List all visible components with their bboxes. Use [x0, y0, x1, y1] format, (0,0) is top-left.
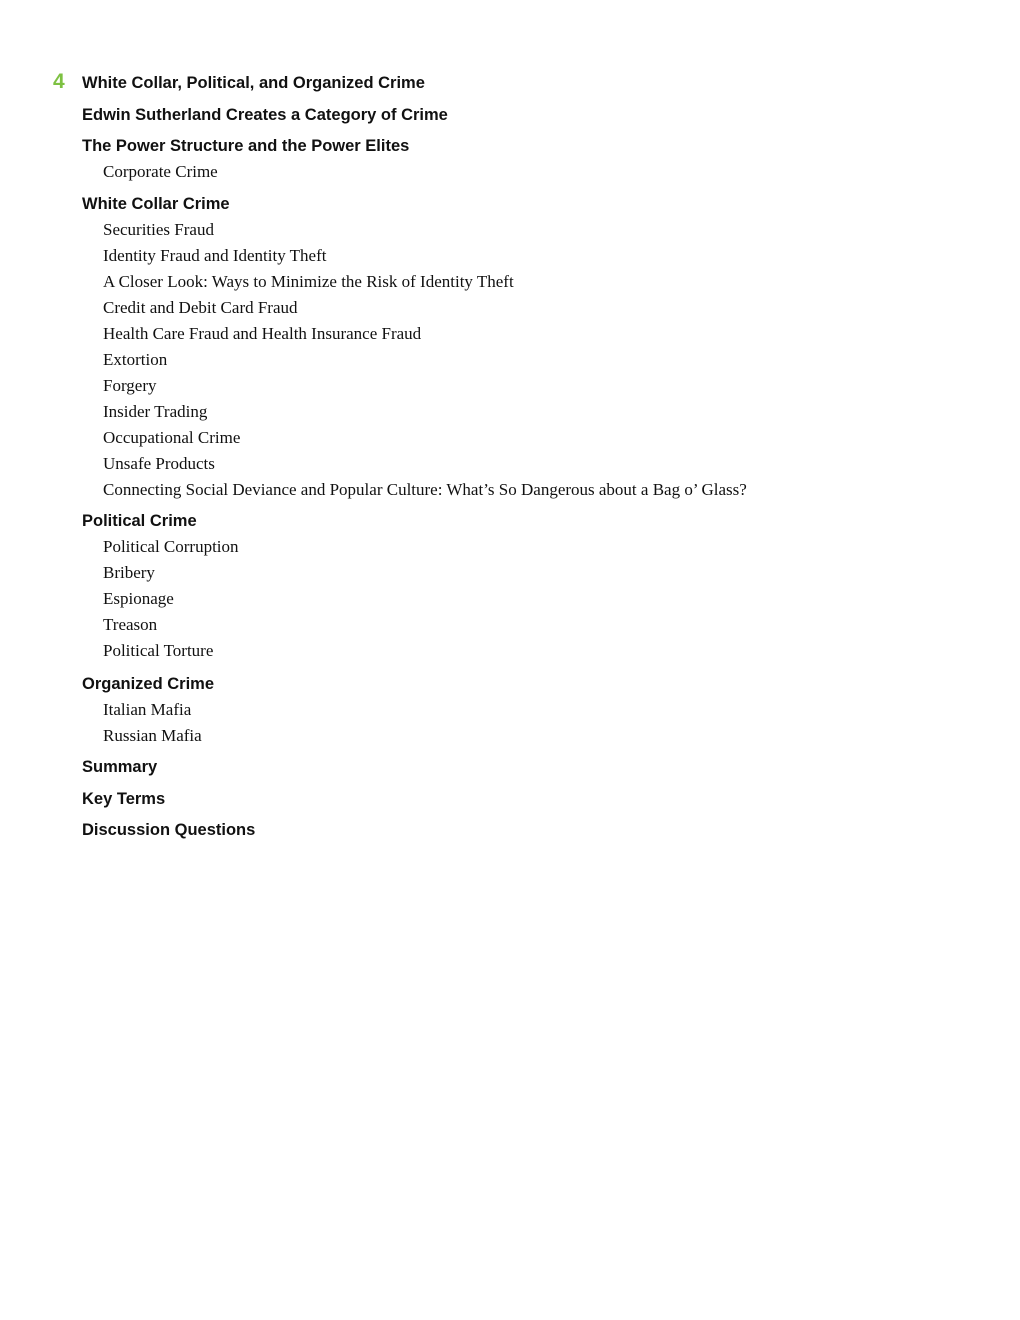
toc-subsection-item: Italian Mafia	[103, 700, 192, 719]
toc-subsection-item: Health Care Fraud and Health Insurance Fraud	[103, 324, 422, 343]
toc-subsection-item: Political Corruption	[103, 537, 239, 556]
toc-section-heading: Discussion Questions	[82, 821, 256, 839]
toc-subsection-item: Espionage	[103, 589, 174, 608]
toc-subsection-item: Insider Trading	[103, 402, 208, 421]
toc-subsection-item: Forgery	[103, 376, 157, 395]
chapter-number: 4	[53, 70, 65, 93]
toc-subsection-item: Securities Fraud	[103, 220, 214, 239]
table-of-contents	[82, 72, 982, 841]
toc-subsection-item: Extortion	[103, 350, 168, 369]
toc-subsection-item: Corporate Crime	[103, 162, 218, 181]
toc-section-heading: White Collar Crime	[82, 195, 230, 213]
toc-subsection-item: Political Torture	[103, 641, 214, 660]
toc-section-heading: Edwin Sutherland Creates a Category of Crime	[82, 106, 448, 124]
toc-section-heading: Organized Crime	[82, 675, 215, 693]
chapter-title: White Collar, Political, and Organized Crime	[82, 74, 425, 92]
toc-section-heading: Summary	[82, 758, 158, 776]
toc-subsection-item: A Closer Look: Ways to Minimize the Risk of Identity Theft	[103, 272, 514, 291]
toc-subsection-item: Connecting Social Deviance and Popular Culture: What’s So Dangerous about a Bag o’ Glass?	[103, 480, 747, 499]
toc-subsection-item: Russian Mafia	[103, 726, 202, 745]
toc-subsection-item: Identity Fraud and Identity Theft	[103, 246, 327, 265]
toc-subsection-item: Credit and Debit Card Fraud	[103, 298, 298, 317]
toc-subsection-item: Bribery	[103, 563, 155, 582]
toc-subsection-item: Treason	[103, 615, 158, 634]
toc-subsection-item: Occupational Crime	[103, 428, 241, 447]
toc-section-heading: The Power Structure and the Power Elites	[82, 137, 410, 155]
toc-section-heading: Political Crime	[82, 512, 197, 530]
toc-section-heading: Key Terms	[82, 790, 166, 808]
toc-subsection-item: Unsafe Products	[103, 454, 215, 473]
